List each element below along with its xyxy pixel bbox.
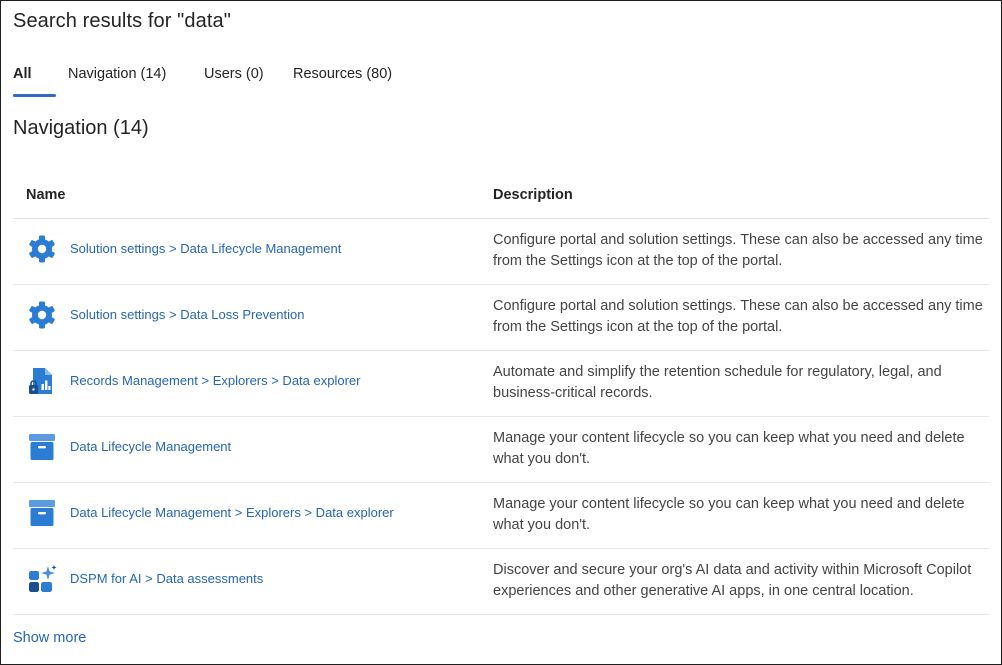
column-header-name[interactable]: Name bbox=[26, 187, 66, 203]
table-row[interactable] bbox=[13, 351, 989, 417]
page-title: Search results for "data" bbox=[13, 10, 231, 32]
records-report-icon bbox=[26, 365, 58, 397]
tab-all[interactable]: All bbox=[13, 61, 56, 97]
gear-icon bbox=[26, 233, 58, 265]
archive-box-icon bbox=[26, 497, 58, 529]
table-row[interactable] bbox=[13, 483, 989, 549]
result-description: Discover and secure your org's AI data and activity within Microsoft Copilot experiences and other generative AI apps, in one central location. bbox=[493, 562, 972, 599]
tab-navigation[interactable]: Navigation (14) bbox=[68, 66, 167, 82]
column-header-description[interactable]: Description bbox=[493, 187, 573, 203]
result-description: Automate and simplify the retention schedule for regulatory, legal, and business-critical records. bbox=[493, 364, 942, 401]
results-tabs bbox=[13, 61, 392, 97]
result-link[interactable]: Data Lifecycle Management bbox=[70, 439, 232, 454]
archive-box-icon bbox=[26, 431, 58, 463]
apps-sparkle-icon bbox=[26, 563, 58, 595]
result-description: Manage your content lifecycle so you can keep what you need and delete what you don't. bbox=[493, 430, 965, 467]
result-link[interactable]: DSPM for AI > Data assessments bbox=[70, 571, 264, 586]
result-description: Configure portal and solution settings. These can also be accessed any time from the Settings icon at the top of the portal. bbox=[493, 232, 983, 269]
tab-resources[interactable]: Resources (80) bbox=[293, 66, 393, 82]
table-header bbox=[13, 171, 989, 219]
gear-icon bbox=[26, 299, 58, 331]
result-link[interactable]: Data Lifecycle Management > Explorers > Data explorer bbox=[70, 505, 394, 520]
table-row[interactable] bbox=[13, 219, 989, 285]
table-row[interactable] bbox=[13, 285, 989, 351]
section-title: Navigation (14) bbox=[13, 117, 149, 139]
result-description: Manage your content lifecycle so you can keep what you need and delete what you don't. bbox=[493, 496, 965, 533]
result-link[interactable]: Records Management > Explorers > Data explorer bbox=[70, 373, 361, 388]
result-link[interactable]: Solution settings > Data Loss Prevention bbox=[70, 307, 305, 322]
result-link[interactable]: Solution settings > Data Lifecycle Management bbox=[70, 241, 342, 256]
table-row[interactable] bbox=[13, 549, 989, 615]
result-description: Configure portal and solution settings. These can also be accessed any time from the Settings icon at the top of the portal. bbox=[493, 298, 983, 335]
navigation-results-table bbox=[13, 171, 989, 615]
tab-users[interactable]: Users (0) bbox=[204, 66, 264, 82]
show-more-link[interactable]: Show more bbox=[13, 630, 87, 646]
table-row[interactable] bbox=[13, 417, 989, 483]
